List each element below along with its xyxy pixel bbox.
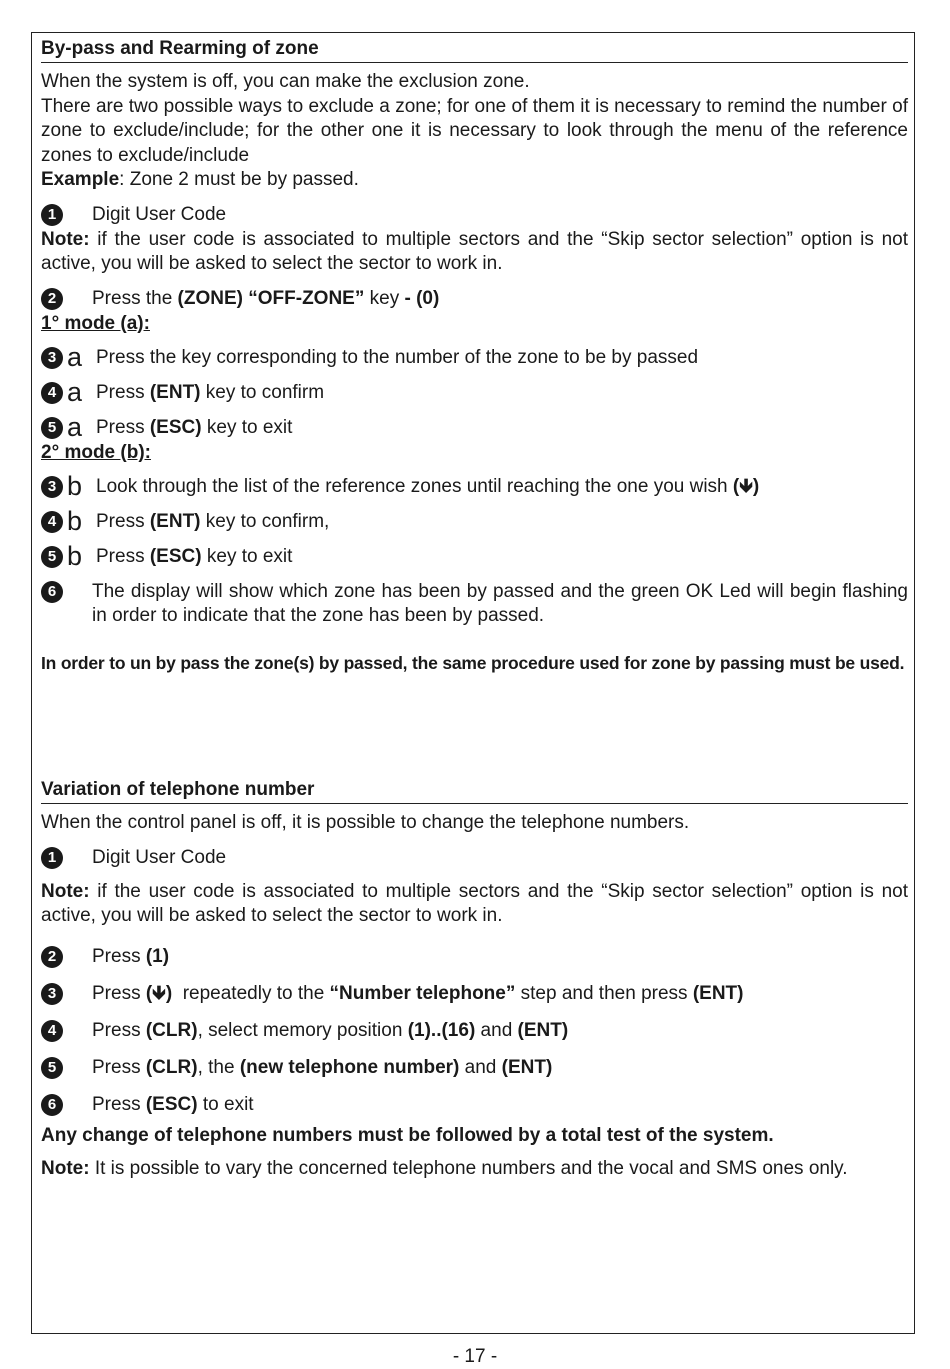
note-label: Note: <box>41 1157 90 1179</box>
step-6 <box>41 580 908 629</box>
step-number-icon: 5 <box>41 1057 63 1079</box>
section-heading: By-pass and Rearming of zone <box>41 37 908 63</box>
step-number-icon: 4 <box>41 382 63 404</box>
step-number-icon: 4 <box>41 1020 63 1042</box>
step-text <box>92 982 908 1007</box>
example-line <box>41 168 908 193</box>
step-number-icon: 6 <box>41 1094 63 1116</box>
step-1 <box>41 846 908 871</box>
text-fragment: Press <box>92 1056 146 1078</box>
text-fragment: Press <box>96 416 150 438</box>
key-label: (ENT) <box>692 982 744 1004</box>
step-text <box>92 1056 908 1081</box>
step-5a <box>41 411 908 442</box>
text-fragment: Press the <box>92 287 178 309</box>
step-number-icon: 5 <box>41 417 63 439</box>
note-label: Note: <box>41 228 90 250</box>
step-letter: b <box>67 540 83 571</box>
step-3 <box>41 982 908 1007</box>
step-text <box>92 1019 908 1044</box>
intro-text: When the system is off, you can make the exclusion zone. <box>41 71 530 92</box>
key-label: (1)..(16) <box>407 1019 476 1041</box>
telephone-section <box>41 778 908 1181</box>
text-fragment: key to exit <box>201 416 293 438</box>
bypass-section <box>41 37 908 675</box>
text-fragment: and <box>459 1056 502 1078</box>
step-number-icon: 2 <box>41 946 63 968</box>
step-5b <box>41 540 908 571</box>
key-label: (CLR) <box>145 1056 198 1078</box>
key-label: - (0) <box>404 287 440 309</box>
step-number-icon: 1 <box>41 204 63 226</box>
example-text: : Zone 2 must be by passed. <box>119 169 359 190</box>
text-fragment: Look through the list of the reference zones until reaching the one you wish <box>96 475 733 497</box>
intro-text: When the control panel is off, it is possible to change the telephone numbers. <box>41 812 690 833</box>
step-text <box>96 510 908 535</box>
step-number-icon: 5 <box>41 546 63 568</box>
text-fragment: key to confirm, <box>200 510 330 532</box>
step-number-icon: 6 <box>41 581 63 603</box>
step-number-icon: 3 <box>41 983 63 1005</box>
step-3a <box>41 341 908 372</box>
step-text <box>92 287 908 312</box>
key-label: “Number telephone” <box>329 982 516 1004</box>
step-letter: b <box>67 470 83 501</box>
mode-a-heading: 1° mode (a): <box>41 312 150 334</box>
step-2 <box>41 287 908 312</box>
step-text <box>96 381 908 406</box>
key-label: (CLR) <box>145 1019 198 1041</box>
text-fragment: Press <box>96 545 150 567</box>
step-number-icon: 3 <box>41 476 63 498</box>
text-fragment: Press <box>92 1093 146 1115</box>
text-fragment: repeatedly to the <box>172 982 330 1004</box>
text-fragment: to exit <box>197 1093 254 1115</box>
note <box>41 1157 908 1182</box>
mode-b-heading: 2° mode (b): <box>41 441 151 463</box>
step-number-icon: 4 <box>41 511 63 533</box>
step-letter: a <box>67 341 83 372</box>
key-label: (ZONE) “OFF-ZONE” <box>177 287 365 309</box>
text-fragment: Press <box>92 1019 146 1041</box>
note-text: It is possible to vary the concerned telephone numbers and the vocal and SMS ones only. <box>89 1157 848 1179</box>
text-fragment: key <box>364 287 405 309</box>
step-text: Digit User Code <box>92 846 227 868</box>
step-1 <box>41 203 908 228</box>
step-text: The display will show which zone has been by passed and the green OK Led will begin flashing in order to indicate that the zone has been by passed. <box>92 580 908 626</box>
step-number-icon: 3 <box>41 347 63 369</box>
text-fragment: Press <box>92 945 146 967</box>
note-text: if the user code is associated to multiple sectors and the “Skip sector selection” option is not active, you will be asked to select the sector to work in. <box>41 228 908 274</box>
key-label: (ENT) <box>501 1056 553 1078</box>
key-label: (ENT) <box>149 381 201 403</box>
step-4b <box>41 505 908 536</box>
key-label: (ESC) <box>149 416 202 438</box>
note-text: if the user code is associated to multiple sectors and the “Skip sector selection” option is not active, you will be asked to select the sector to work in. <box>41 880 908 926</box>
text-fragment: step and then press <box>515 982 693 1004</box>
step-number-icon: 1 <box>41 847 63 869</box>
step-text <box>96 416 908 441</box>
text-fragment: , the <box>197 1056 240 1078</box>
step-4a <box>41 376 908 407</box>
step-letter: a <box>67 411 83 442</box>
key-label: (ENT) <box>149 510 201 532</box>
intro-text: There are two possible ways to exclude a zone; for one of them it is necessary to remind the number of zone to exclude/include; for the other one it is necessary to look through the menu of the reference zones to exclude/include <box>41 95 908 166</box>
step-text: Digit User Code <box>92 203 227 225</box>
note-label: Note: <box>41 880 90 902</box>
step-3b <box>41 470 908 501</box>
step-text <box>92 1093 908 1118</box>
text-fragment: , select memory position <box>197 1019 408 1041</box>
step-text <box>96 475 908 500</box>
text-fragment: Press <box>96 510 150 532</box>
text-fragment: Press <box>92 982 146 1004</box>
down-arrow-key: (🡻) <box>732 475 760 497</box>
telephone-warning: Any change of telephone numbers must be followed by a total test of the system. <box>41 1124 774 1146</box>
step-letter: a <box>67 376 83 407</box>
bypass-warning: In order to un by pass the zone(s) by passed, the same procedure used for zone by passing must be used. <box>41 652 905 673</box>
key-label: (new telephone number) <box>239 1056 460 1078</box>
down-arrow-key: (🡻) <box>145 982 173 1004</box>
note <box>41 228 908 277</box>
step-number-icon: 2 <box>41 288 63 310</box>
section-heading: Variation of telephone number <box>41 778 908 804</box>
key-label: (ENT) <box>517 1019 569 1041</box>
text-fragment: key to confirm <box>200 381 325 403</box>
note <box>41 880 908 929</box>
step-2 <box>41 945 908 970</box>
text-fragment: and <box>475 1019 518 1041</box>
key-label: (1) <box>145 945 170 967</box>
key-label: (ESC) <box>149 545 202 567</box>
step-text <box>92 945 908 970</box>
step-text <box>96 545 908 570</box>
page-frame <box>31 32 915 1334</box>
step-letter: b <box>67 505 83 536</box>
step-5 <box>41 1056 908 1081</box>
step-6 <box>41 1093 908 1118</box>
example-label: Example <box>41 169 120 190</box>
text-fragment: key to exit <box>201 545 293 567</box>
page-number: - 17 - <box>452 1346 498 1367</box>
step-4 <box>41 1019 908 1044</box>
text-fragment: Press <box>96 381 150 403</box>
key-label: (ESC) <box>145 1093 198 1115</box>
step-text: Press the key corresponding to the number of the zone to be by passed <box>96 346 699 368</box>
